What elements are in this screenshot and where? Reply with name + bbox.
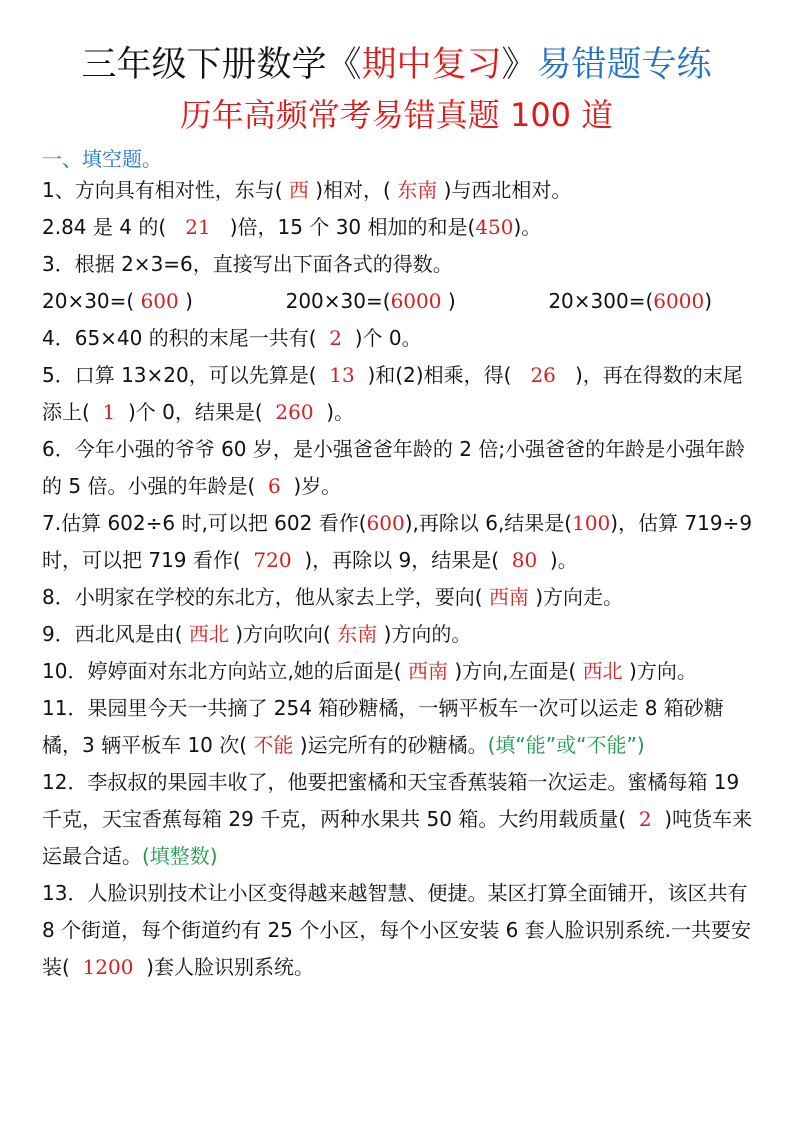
- q5-text-3: )，再在得数的末尾添上(: [42, 363, 743, 424]
- q13-answer-1: 1200: [69, 955, 147, 979]
- q7-text-1: 7.估算 602÷6 时,可以把 602 看作(: [42, 511, 367, 535]
- q5-text-5: )。: [326, 400, 355, 424]
- q2-text-3: )。: [513, 215, 542, 239]
- title-part-4: 易错题专练: [536, 45, 712, 85]
- q9-answer-2: 东南: [330, 622, 384, 646]
- q1-answer-1: 西: [282, 178, 316, 202]
- q11-answer-1: 不能: [247, 733, 300, 757]
- question-3: 3．根据 2×3=6，直接写出下面各式的得数。: [42, 252, 453, 276]
- q12-hint: (填整数): [142, 844, 218, 868]
- q7-text-5: )。: [549, 548, 578, 572]
- q10-answer-1: 西南: [401, 659, 455, 683]
- q2-text-1: 2.84 是 4 的(: [42, 215, 167, 239]
- q8-text-1: 8．小明家在学校的东北方，他从家去上学，要向(: [42, 585, 483, 609]
- q6-answer-1: 6: [255, 474, 294, 498]
- title-part-3: 》: [501, 45, 537, 85]
- q1-answer-2: 东南: [390, 178, 444, 202]
- q3-item-1-answer: 600: [134, 289, 186, 313]
- question-4: [42, 320, 754, 357]
- q7-text-4: )，再除以 9，结果是(: [304, 548, 499, 572]
- q2-text-2: )倍，15 个 30 相加的和是(: [229, 215, 476, 239]
- document-title: [0, 40, 793, 90]
- q1-text-3: )与西北相对。: [443, 178, 572, 202]
- q3-item-3-close: ): [704, 289, 712, 313]
- question-3-items: [42, 283, 712, 320]
- document-subtitle: 历年高频常考易错真题 100 道: [179, 96, 614, 134]
- q11-text-1: 11．果园里今天一共摘了 254 箱砂糖橘，一辆平板车一次可以运走 8 箱砂糖橘，3 辆平板车 10 次(: [42, 696, 724, 757]
- question-13: [42, 875, 754, 986]
- q4-text-2: )个 0。: [354, 326, 422, 350]
- q13-text-2: )套人脸识别系统。: [146, 955, 314, 979]
- title-part-2: 期中复习: [361, 45, 502, 85]
- q10-text-2: )方向,左面是(: [454, 659, 577, 683]
- title-part-1: 三年级下册数学《: [81, 45, 362, 85]
- q1-text-2: )相对，(: [315, 178, 391, 202]
- q5-answer-3: 1: [89, 400, 128, 424]
- q5-text-2: )和(2)相乘，得(: [367, 363, 512, 387]
- q5-answer-4: 260: [262, 400, 327, 424]
- section-heading: 一、填空题。: [42, 147, 162, 171]
- question-5: [42, 357, 754, 431]
- q7-answer-4: 80: [499, 548, 550, 572]
- question-8: [42, 579, 754, 616]
- question-11: [42, 690, 754, 764]
- q7-answer-3: 720: [240, 548, 305, 572]
- question-12: [42, 764, 754, 875]
- q7-answer-1: 600: [366, 511, 405, 535]
- q9-text-1: 9．西北风是由(: [42, 622, 183, 646]
- q4-answer-1: 2: [316, 326, 355, 350]
- q7-text-3: )，估算 719÷9 时，可以把 719 看作(: [42, 511, 753, 572]
- q6-text-1: 6．今年小强的爷爷 60 岁，是小强爸爸年龄的 2 倍;小强爸爸的年龄是小强年龄的 5 倍。小强的年龄是(: [42, 437, 746, 498]
- q9-text-2: )方向吹向(: [235, 622, 331, 646]
- q8-answer-1: 西南: [482, 585, 536, 609]
- q8-text-2: )方向走。: [535, 585, 624, 609]
- q3-item-3: [548, 283, 712, 320]
- q5-text-4: )个 0，结果是(: [127, 400, 263, 424]
- question-1: [42, 172, 754, 209]
- q10-text-1: 10．婷婷面对东北方向站立,她的后面是(: [42, 659, 402, 683]
- question-9: [42, 616, 754, 653]
- q3-item-2-text: 200×30=(: [285, 289, 391, 313]
- q1-text-1: 1、方向具有相对性，东与(: [42, 178, 283, 202]
- q9-answer-1: 西北: [182, 622, 236, 646]
- q7-text-2: ),再除以 6,结果是(: [404, 511, 573, 535]
- q12-answer-1: 2: [626, 807, 665, 831]
- q3-item-3-answer: 6000: [653, 289, 705, 313]
- q3-item-1: [42, 283, 193, 320]
- q7-answer-2: 100: [572, 511, 611, 535]
- q10-answer-2: 西北: [576, 659, 630, 683]
- q3-item-2-close: ): [447, 289, 456, 313]
- q9-text-3: )方向的。: [383, 622, 472, 646]
- q5-text-1: 5．口算 13×20，可以先算是(: [42, 363, 317, 387]
- q3-item-1-close: ): [185, 289, 193, 313]
- q11-hint: (填“能”或“不能”): [487, 733, 645, 757]
- q5-answer-1: 13: [316, 363, 368, 387]
- q12-text-2: )吨货车来运最合适。: [42, 807, 753, 868]
- q3-item-2: [286, 283, 456, 320]
- q13-text-1: 13．人脸识别技术让小区变得越来越智慧、便捷。某区打算全面铺开，该区共有 8 个街道，每个街道约有 25 个小区，每个小区安装 6 套人脸识别系统.一共要安装(: [42, 881, 752, 979]
- q3-item-1-text: 20×30=(: [42, 289, 135, 313]
- q2-answer-1: 21: [166, 215, 230, 239]
- q5-answer-2: 26: [511, 363, 575, 387]
- q2-answer-2: 450: [475, 215, 514, 239]
- question-6: [42, 431, 754, 505]
- question-list: [42, 172, 754, 986]
- question-2: [42, 209, 754, 246]
- q10-text-3: )方向。: [629, 659, 697, 683]
- q11-text-2: )运完所有的砂糖橘。: [299, 733, 488, 757]
- q3-item-2-answer: 6000: [390, 289, 448, 313]
- q4-text-1: 4．65×40 的积的末尾一共有(: [42, 326, 317, 350]
- q6-text-2: )岁。: [293, 474, 342, 498]
- question-7: [42, 505, 754, 579]
- q12-text-1: 12．李叔叔的果园丰收了，他要把蜜橘和天宝香蕉装箱一次运走。蜜橘每箱 19 千克，天宝香蕉每箱 29 千克，两种水果共 50 箱。大约用载质量(: [42, 770, 740, 831]
- q3-item-3-text: 20×300=(: [548, 289, 654, 313]
- question-10: [42, 653, 754, 690]
